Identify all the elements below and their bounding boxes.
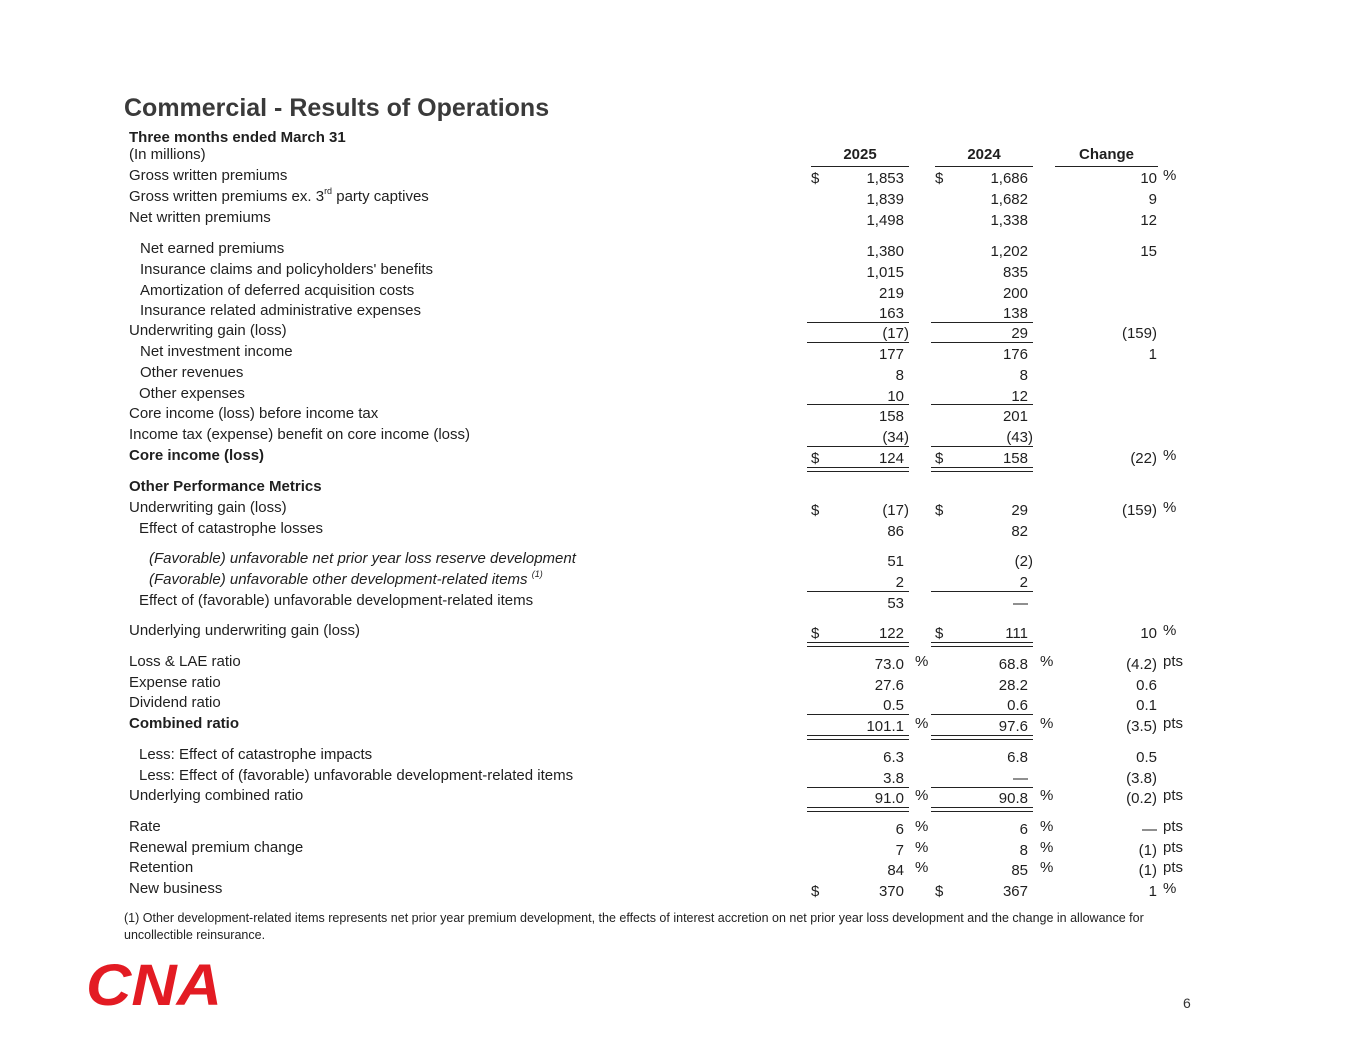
row-label: Core income (loss) bbox=[129, 447, 265, 464]
row-label: Net earned premiums bbox=[140, 240, 285, 257]
dollar-sign: $ bbox=[935, 170, 944, 187]
row-label: Insurance claims and policyholders' benefits bbox=[140, 261, 434, 278]
row-label bbox=[129, 188, 429, 205]
row-label: (Favorable) unfavorable net prior year loss reserve development bbox=[149, 550, 576, 567]
total-double-rule-2025 bbox=[807, 807, 909, 812]
percent-sign: % bbox=[1040, 653, 1054, 670]
row-label: Net written premiums bbox=[129, 209, 271, 226]
logo-text: CNA bbox=[86, 960, 222, 1008]
row-expense-ratio bbox=[0, 674, 1365, 694]
row-claims-benefits bbox=[0, 261, 1365, 281]
value-2025: 6 bbox=[895, 821, 904, 838]
value-2024: — bbox=[1013, 770, 1028, 787]
row-underwriting-gain bbox=[0, 322, 1365, 342]
row-admin-expenses bbox=[0, 302, 1365, 322]
value-2025: 0.5 bbox=[883, 697, 904, 714]
percent-sign: % bbox=[1040, 715, 1054, 732]
value-2025: 6.3 bbox=[883, 749, 904, 766]
value-2025: 91.0 bbox=[874, 790, 904, 807]
value-2024: 138 bbox=[1002, 305, 1028, 322]
row-label: New business bbox=[129, 880, 223, 897]
row-label: Expense ratio bbox=[129, 674, 221, 691]
value-change: (0.2) bbox=[1126, 790, 1157, 807]
value-2025: 219 bbox=[878, 285, 904, 302]
change-unit: pts bbox=[1163, 839, 1184, 856]
col-header-2024: 2024 bbox=[967, 146, 1001, 163]
value-2024: 12 bbox=[1011, 388, 1028, 405]
row-core-income-before-tax bbox=[0, 405, 1365, 425]
value-2024: 29 bbox=[1011, 502, 1028, 519]
value-change: 1 bbox=[1148, 346, 1157, 363]
row-label: Underwriting gain (loss) bbox=[129, 499, 287, 516]
row-label: Combined ratio bbox=[129, 715, 240, 732]
value-2024: — bbox=[1013, 595, 1028, 612]
value-2025: 51 bbox=[887, 553, 904, 570]
row-net-earned-premiums bbox=[0, 240, 1365, 260]
dollar-sign: $ bbox=[935, 883, 944, 900]
label-superscript: rd bbox=[324, 186, 333, 196]
section-heading: Other Performance Metrics bbox=[129, 478, 322, 495]
row-label: Amortization of deferred acquisition costs bbox=[140, 282, 415, 299]
row-label: Insurance related administrative expenses bbox=[140, 302, 421, 319]
row-label: Retention bbox=[129, 859, 194, 876]
units-label: (In millions) bbox=[129, 146, 206, 163]
value-2024: 176 bbox=[1002, 346, 1028, 363]
value-2025: 158 bbox=[878, 408, 904, 425]
col-header-2025: 2025 bbox=[843, 146, 877, 163]
row-amortization bbox=[0, 282, 1365, 302]
value-2025: 86 bbox=[887, 523, 904, 540]
value-2024: (43) bbox=[1006, 429, 1033, 446]
dollar-sign: $ bbox=[811, 502, 820, 519]
row-gwp-ex-captives bbox=[0, 188, 1365, 208]
change-unit: pts bbox=[1163, 715, 1184, 732]
page-title: Commercial - Results of Operations bbox=[124, 94, 550, 122]
value-2025: 370 bbox=[878, 883, 904, 900]
value-2024: 82 bbox=[1011, 523, 1028, 540]
total-double-rule-2024 bbox=[931, 735, 1033, 740]
value-2024: 8 bbox=[1019, 842, 1028, 859]
value-2024: (2) bbox=[1014, 553, 1033, 570]
cna-logo bbox=[86, 960, 224, 1008]
percent-sign: % bbox=[915, 818, 929, 835]
row-other-expenses bbox=[0, 385, 1365, 405]
value-2025: 1,853 bbox=[866, 170, 904, 187]
section-other-performance-metrics bbox=[0, 478, 1365, 498]
value-2025: 2 bbox=[895, 574, 904, 591]
row-label: Renewal premium change bbox=[129, 839, 304, 856]
change-unit: pts bbox=[1163, 653, 1184, 670]
value-2024: 29 bbox=[1011, 325, 1028, 342]
value-2024: 111 bbox=[1005, 625, 1028, 642]
value-change: (159) bbox=[1121, 325, 1157, 342]
value-2024: 158 bbox=[1002, 450, 1028, 467]
value-change: (1) bbox=[1138, 842, 1157, 859]
percent-sign: % bbox=[915, 715, 929, 732]
total-double-rule-2025 bbox=[807, 467, 909, 472]
value-2024: 1,682 bbox=[990, 191, 1028, 208]
col-header-change: Change bbox=[1078, 146, 1134, 163]
value-2024: 85 bbox=[1011, 862, 1028, 879]
value-change: (4.2) bbox=[1126, 656, 1157, 673]
row-effect-development-items bbox=[0, 592, 1365, 612]
row-gross-written-premiums bbox=[0, 167, 1365, 187]
row-renewal-premium-change bbox=[0, 839, 1365, 859]
row-net-investment-income bbox=[0, 343, 1365, 363]
row-less-development bbox=[0, 767, 1365, 787]
row-label: Core income (loss) before income tax bbox=[129, 405, 379, 422]
row-label: Effect of catastrophe losses bbox=[139, 520, 323, 537]
percent-sign: % bbox=[915, 839, 929, 856]
label-text: (Favorable) unfavorable other development-related items bbox=[149, 571, 528, 588]
change-unit: pts bbox=[1163, 859, 1184, 876]
value-2025: 53 bbox=[887, 595, 904, 612]
value-2024: 1,686 bbox=[990, 170, 1028, 187]
value-2024: 68.8 bbox=[998, 656, 1028, 673]
value-change: 15 bbox=[1140, 243, 1157, 260]
total-double-rule-2024 bbox=[931, 807, 1033, 812]
value-change: 9 bbox=[1148, 191, 1157, 208]
change-unit: % bbox=[1163, 880, 1177, 897]
value-2025: (17) bbox=[882, 325, 909, 342]
value-2024: 835 bbox=[1002, 264, 1028, 281]
value-2025: (34) bbox=[882, 429, 909, 446]
percent-sign: % bbox=[915, 859, 929, 876]
row-dividend-ratio bbox=[0, 694, 1365, 714]
value-change: 10 bbox=[1140, 625, 1157, 642]
value-change: (3.5) bbox=[1126, 718, 1157, 735]
value-2025: 84 bbox=[887, 862, 904, 879]
row-core-income bbox=[0, 447, 1365, 467]
row-other-revenues bbox=[0, 364, 1365, 384]
percent-sign: % bbox=[1040, 859, 1054, 876]
value-change: 0.5 bbox=[1136, 749, 1157, 766]
row-label: Gross written premiums bbox=[129, 167, 288, 184]
dollar-sign: $ bbox=[935, 450, 944, 467]
row-label: Underlying underwriting gain (loss) bbox=[129, 622, 360, 639]
row-less-catastrophe bbox=[0, 746, 1365, 766]
value-2025: 1,839 bbox=[866, 191, 904, 208]
footnote: (1) Other development-related items represents net prior year premium development, the effects of interest accretion on net prior year loss development and the change in allowance for uncollectible reinsurance. bbox=[124, 911, 1144, 942]
value-change: 10 bbox=[1140, 170, 1157, 187]
value-2025: 27.6 bbox=[874, 677, 904, 694]
value-change: 1 bbox=[1148, 883, 1157, 900]
row-label: Loss & LAE ratio bbox=[129, 653, 241, 670]
row-label: Other expenses bbox=[139, 385, 245, 402]
row-retention bbox=[0, 859, 1365, 879]
label-text: Gross written premiums ex. 3 bbox=[129, 188, 325, 205]
value-2024: 90.8 bbox=[998, 790, 1028, 807]
percent-sign: % bbox=[915, 653, 929, 670]
value-2025: 3.8 bbox=[883, 770, 904, 787]
value-2024: 97.6 bbox=[998, 718, 1028, 735]
change-unit: % bbox=[1163, 499, 1177, 516]
total-double-rule-2025 bbox=[807, 642, 909, 647]
value-2025: 122 bbox=[878, 625, 904, 642]
value-2025: 124 bbox=[878, 450, 904, 467]
row-favorable-other-development bbox=[0, 571, 1365, 591]
value-2025: 101.1 bbox=[866, 718, 904, 735]
value-change: 0.1 bbox=[1136, 697, 1157, 714]
row-label: Less: Effect of catastrophe impacts bbox=[139, 746, 373, 763]
value-2024: 367 bbox=[1002, 883, 1028, 900]
dollar-sign: $ bbox=[935, 502, 944, 519]
change-unit: pts bbox=[1163, 787, 1184, 804]
change-unit: % bbox=[1163, 622, 1177, 639]
value-change: (159) bbox=[1121, 502, 1157, 519]
dollar-sign: $ bbox=[811, 883, 820, 900]
value-2025: 1,015 bbox=[866, 264, 904, 281]
row-net-written-premiums bbox=[0, 209, 1365, 229]
row-label: Underlying combined ratio bbox=[129, 787, 304, 804]
value-2025: 10 bbox=[887, 388, 904, 405]
value-2024: 200 bbox=[1002, 285, 1028, 302]
value-2025: 163 bbox=[878, 305, 904, 322]
row-label: Effect of (favorable) unfavorable development-related items bbox=[139, 592, 534, 609]
row-label: Rate bbox=[129, 818, 161, 835]
total-double-rule-2025 bbox=[807, 735, 909, 740]
dollar-sign: $ bbox=[811, 170, 820, 187]
value-change: 12 bbox=[1140, 212, 1157, 229]
row-underlying-combined-ratio bbox=[0, 787, 1365, 807]
label-text: party captives bbox=[332, 188, 429, 205]
value-change: (3.8) bbox=[1126, 770, 1157, 787]
change-unit: % bbox=[1163, 447, 1177, 464]
value-2024: 6.8 bbox=[1007, 749, 1028, 766]
value-2025: 177 bbox=[878, 346, 904, 363]
value-2025: 7 bbox=[895, 842, 904, 859]
change-unit: pts bbox=[1163, 818, 1184, 835]
row-label bbox=[149, 571, 543, 588]
percent-sign: % bbox=[1040, 787, 1054, 804]
row-label: Less: Effect of (favorable) unfavorable development-related items bbox=[139, 767, 574, 784]
value-2025: 1,498 bbox=[866, 212, 904, 229]
value-2024: 2 bbox=[1019, 574, 1028, 591]
row-underlying-underwriting-gain bbox=[0, 622, 1365, 642]
value-2024: 8 bbox=[1019, 367, 1028, 384]
row-favorable-pyd bbox=[0, 550, 1365, 570]
value-2025: 8 bbox=[895, 367, 904, 384]
row-label: Other revenues bbox=[140, 364, 244, 381]
value-2024: 1,338 bbox=[990, 212, 1028, 229]
dollar-sign: $ bbox=[935, 625, 944, 642]
value-2025: 73.0 bbox=[874, 656, 904, 673]
row-label: Income tax (expense) benefit on core income (loss) bbox=[129, 426, 470, 443]
value-change: (1) bbox=[1138, 862, 1157, 879]
row-combined-ratio bbox=[0, 715, 1365, 735]
row-label: Net investment income bbox=[140, 343, 293, 360]
value-2025: (17) bbox=[882, 502, 909, 519]
value-2024: 1,202 bbox=[990, 243, 1028, 260]
row-label: Underwriting gain (loss) bbox=[129, 322, 287, 339]
percent-sign: % bbox=[915, 787, 929, 804]
value-change: 0.6 bbox=[1136, 677, 1157, 694]
row-underwriting-gain-2 bbox=[0, 499, 1365, 519]
value-2024: 0.6 bbox=[1007, 697, 1028, 714]
page-number: 6 bbox=[1183, 995, 1191, 1011]
value-2025: 1,380 bbox=[866, 243, 904, 260]
row-label: Dividend ratio bbox=[129, 694, 221, 711]
value-change: — bbox=[1142, 821, 1157, 838]
row-catastrophe-losses bbox=[0, 520, 1365, 540]
dollar-sign: $ bbox=[811, 625, 820, 642]
total-double-rule-2024 bbox=[931, 642, 1033, 647]
value-2024: 28.2 bbox=[998, 677, 1028, 694]
period-label: Three months ended March 31 bbox=[129, 129, 346, 146]
row-loss-lae-ratio bbox=[0, 653, 1365, 673]
percent-sign: % bbox=[1040, 839, 1054, 856]
row-new-business bbox=[0, 880, 1365, 900]
value-2024: 201 bbox=[1002, 408, 1028, 425]
percent-sign: % bbox=[1040, 818, 1054, 835]
row-income-tax bbox=[0, 426, 1365, 446]
value-change: (22) bbox=[1130, 450, 1157, 467]
change-unit: % bbox=[1163, 167, 1177, 184]
row-rate bbox=[0, 818, 1365, 838]
total-double-rule-2024 bbox=[931, 467, 1033, 472]
footnote-marker: (1) bbox=[531, 569, 543, 579]
dollar-sign: $ bbox=[811, 450, 820, 467]
value-2024: 6 bbox=[1019, 821, 1028, 838]
